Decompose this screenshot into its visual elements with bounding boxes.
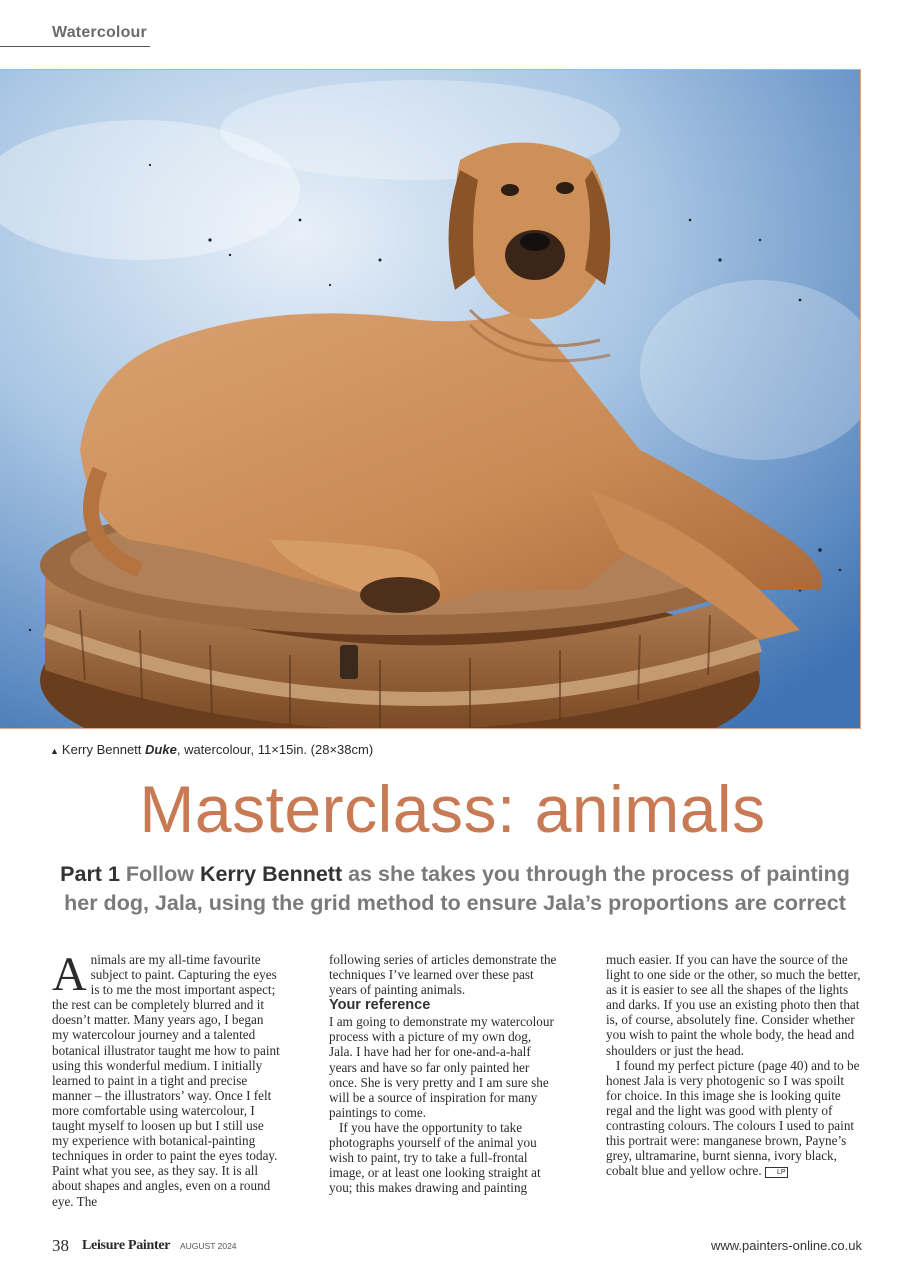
standfirst-part: Part 1 bbox=[60, 862, 120, 886]
col1-paragraph-1: nimals are my all-time favourite subject to paint. Capturing the eyes is to me the most important aspect; the rest can be completely blurred and it doesn’t matter. Many years ago, I began my watercolour journey and a talented botanical illustrator taught me how to paint using this wonderful medium. I initially learned to paint in a tight and precise manner – the illustrators’ way. Once I felt more comfortable using watercolour, I taught myself to loosen up but I still use my experience with botanical-painting techniques in order to paint the eyes today. Paint what you see, as they say. It is all about shapes and angles, even on a round eye. The bbox=[52, 952, 280, 1209]
col3-paragraph-1: much easier. If you can have the source of the light to one side or the other, so much the better, as it is easier to see all the shapes of the lights and darks. If you use an existing photo then that is, of course, absolutely fine. Consider whether you wish to paint the whole body, the head and shoulders or just the head. bbox=[606, 952, 861, 1058]
image-caption bbox=[50, 742, 373, 757]
body-column-2 bbox=[329, 952, 557, 1195]
section-tab bbox=[0, 22, 150, 47]
drop-cap: A bbox=[52, 948, 87, 1001]
col3-paragraph-2: I found my perfect picture (page 40) and to be honest Jala is very photogenic so I was spoilt for choice. In this image she is looking quite regal and the light was good with plenty of contrasting colours. The colours I used to paint this portrait were: manganese brown, Payne’s grey, ultramarine, burnt sienna, ivory black, cobalt blue and yellow ochre. bbox=[606, 1057, 860, 1179]
standfirst-text-a: Follow bbox=[119, 862, 200, 886]
hero-painting bbox=[0, 69, 861, 729]
issue-date: AUGUST 2024 bbox=[180, 1241, 237, 1251]
col2-paragraph-3: If you have the opportunity to take photographs yourself of the animal you wish to paint, try to take a full-frontal image, or at least one looking straight at you; this makes drawing and painting bbox=[329, 1119, 541, 1196]
section-label: Watercolour bbox=[52, 24, 147, 41]
caption-work-title: Duke bbox=[145, 742, 177, 757]
page-footer bbox=[52, 1236, 862, 1256]
dog-painting-illustration bbox=[0, 70, 860, 728]
standfirst-text-b: as she takes you through the process of painting her dog, Jala, using the grid method to ensure Jala’s proportions are correct bbox=[64, 862, 850, 915]
caption-details: , watercolour, 11×15in. (28×38cm) bbox=[176, 742, 374, 757]
article-standfirst bbox=[60, 860, 850, 918]
page-number: 38 bbox=[52, 1236, 69, 1255]
body-column-1 bbox=[52, 948, 280, 1209]
body-column-3 bbox=[606, 952, 862, 1178]
caption-marker: ▲ bbox=[50, 746, 59, 756]
caption-artist: Kerry Bennett bbox=[61, 742, 142, 757]
article-headline: Masterclass: animals bbox=[139, 772, 766, 846]
end-mark-icon: LP bbox=[765, 1167, 788, 1178]
col2-paragraph-1: following series of articles demonstrate the techniques I’ve learned over these past years of painting animals. bbox=[329, 952, 557, 998]
col2-paragraph-2: I am going to demonstrate my watercolour process with a picture of my own dog, Jala. I have had her for one-and-a-half years and have so far only painted her once. She is very pretty and I am sure she will be a source of inspiration for many paintings to come. bbox=[329, 1014, 554, 1120]
magazine-name: Leisure Painter bbox=[82, 1238, 171, 1253]
subhead-your-reference: Your reference bbox=[329, 997, 431, 1014]
standfirst-author: Kerry Bennett bbox=[199, 862, 343, 886]
website-url[interactable]: www.painters-online.co.uk bbox=[710, 1238, 862, 1253]
